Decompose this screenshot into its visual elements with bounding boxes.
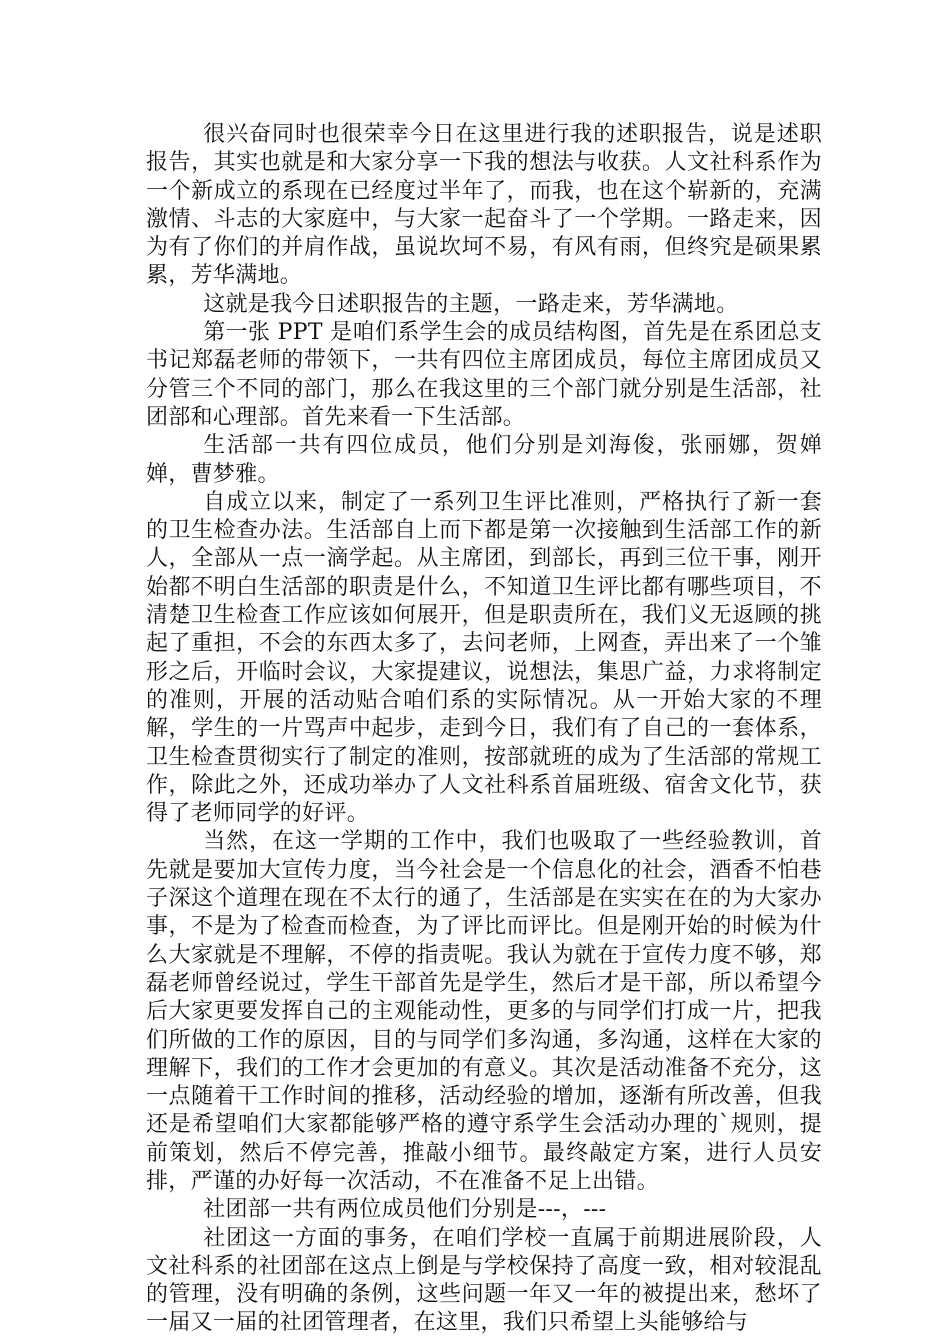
paragraph-intro: 很兴奋同时也很荣幸今日在这里进行我的述职报告，说是述职报告，其实也就是和大家分享一下我的想法与收获。人文社科系作为一个新成立的系现在已经度过半年了，而我，也在这个崭新的，充满激情、斗志的大家庭中，与大家一起奋斗了一个学期。一路走来，因为有了你们的并肩作战，虽说坎坷不易，有风有雨，但终究是硕果累累，芳华满地。 [146,122,822,289]
document-body [146,121,822,1338]
paragraph-life-dept-work: 自成立以来，制定了一系列卫生评比准则，严格执行了新一套的卫生检查办法。生活部自上而下都是第一次接触到生活部工作的新人，全部从一点一滴学起。从主席团，到部长，再到三位干事，刚开始都不明白生活部的职责是什么，不知道卫生评比都有哪些项目，不清楚卫生检查工作应该如何展开，但是职责所在，我们义无返顾的挑起了重担，不会的东西太多了，去问老师，上网查，弄出来了一个雏形之后，开临时会议，大家提建议，说想法，集思广益，力求将制定的准则，开展的活动贴合咱们系的实际情况。从一开始大家的不理解，学生的一片骂声中起步，走到今日，我们有了自己的一套体系，卫生检查贯彻实行了制定的准则，按部就班的成为了生活部的常规工作，除此之外，还成功举办了人文社科系首届班级、宿舍文化节，获得了老师同学的好评。 [146,489,822,827]
paragraph-theme: 这就是我今日述职报告的主题，一路走来，芳华满地。 [203,291,739,317]
paragraph-club-affairs: 社团这一方面的事务，在咱们学校一直属于前期进展阶段，人文社科系的社团部在这点上倒是与学校保持了高度一致，相对较混乱的管理，没有明确的条例，这些问题一年又一年的被提出来，愁坏了一届又一届的社团管理者，在这里，我们只希望上头能够给与 [146,1225,822,1336]
paragraph-structure: 第一张 PPT 是咱们系学生会的成员结构图，首先是在系团总支书记郑磊老师的带领下，一共有四位主席团成员，每位主席团成员又分管三个不同的部门，那么在我这里的三个部门就分别是生活部，社团部和心理部。首先来看一下生活部。 [146,320,822,430]
paragraph-life-dept-members: 生活部一共有四位成员，他们分别是刘海俊，张丽娜，贺婵婵，曹梦雅。 [146,433,822,487]
paragraph-lessons: 当然，在这一学期的工作中，我们也吸取了一些经验教训，首先就是要加大宣传力度，当今社会是一个信息化的社会，酒香不怕巷子深这个道理在现在不太行的通了，生活部是在实实在在的为大家办事，不是为了检查而检查，为了评比而评比。但是刚开始的时候为什么大家就是不理解，不停的指责呢。我认为就在于宣传力度不够，郑磊老师曾经说过，学生干部首先是学生，然后才是干部，所以希望今后大家更要发挥自己的主观能动性，更多的与同学们打成一片，把我们所做的工作的原因，目的与同学们多沟通，多沟通，这样在大家的理解下，我们的工作才会更加的有意义。其次是活动准备不充分，这一点随着干工作时间的推移，活动经验的增加，逐渐有所改善，但我还是希望咱们大家都能够严格的遵守系学生会活动办理的`规则，提前策划，然后不停完善，推敲小细节。最终敲定方案，进行人员安排，严谨的办好每一次活动，不在准备不足上出错。 [146,829,822,1194]
paragraph-club-dept-members: 社团部一共有两位成员他们分别是---，--- [203,1197,607,1223]
